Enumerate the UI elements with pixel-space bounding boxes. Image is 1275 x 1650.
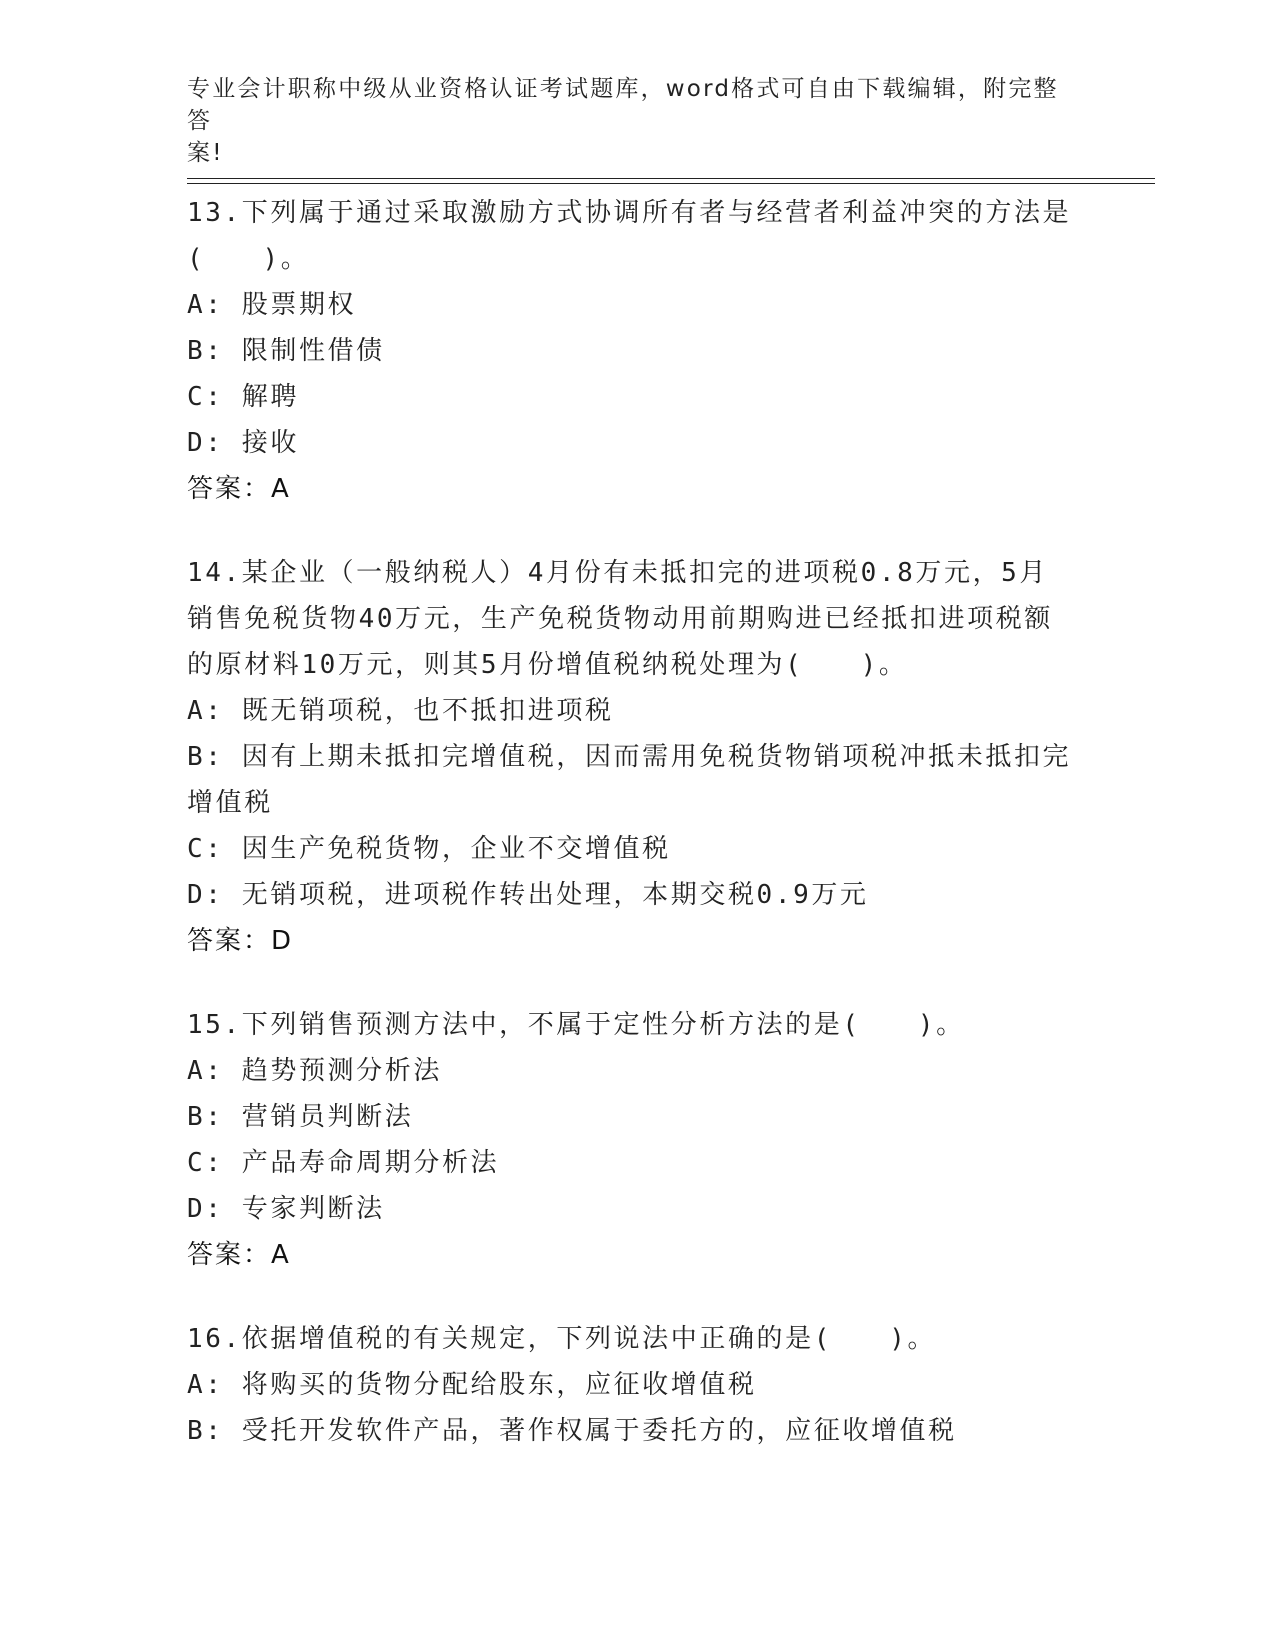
option-a: A: 股票期权 (187, 290, 357, 320)
document-header (187, 73, 1067, 169)
question-stem: ( )。 (187, 244, 310, 274)
answer: 答案：D (187, 926, 294, 956)
option-c: C: 解聘 (187, 382, 299, 412)
answer: 答案：A (187, 1240, 291, 1270)
question-stem: 销售免税货物40万元，生产免税货物动用前期购进已经抵扣进项税额 (187, 604, 1053, 634)
header-line-1: 专业会计职称中级从业资格认证考试题库，word格式可自由下载编辑，附完整答 (187, 76, 1059, 134)
option-b-continued: 增值税 (187, 788, 273, 818)
option-a: A: 趋势预测分析法 (187, 1056, 442, 1086)
option-b: B: 限制性借债 (187, 336, 385, 366)
option-c: C: 产品寿命周期分析法 (187, 1148, 500, 1178)
question-list (187, 190, 1087, 1492)
option-c: C: 因生产免税货物，企业不交增值税 (187, 834, 671, 864)
question-13 (187, 190, 1087, 512)
question-stem: 14.某企业（一般纳税人）4月份有未抵扣完的进项税0.8万元，5月 (187, 558, 1049, 588)
question-stem: 的原材料10万元，则其5月份增值税纳税处理为( )。 (187, 650, 908, 680)
question-stem: 15.下列销售预测方法中，不属于定性分析方法的是( )。 (187, 1010, 965, 1040)
option-b: B: 受托开发软件产品，著作权属于委托方的，应征收增值税 (187, 1416, 957, 1446)
option-d: D: 无销项税，进项税作转出处理，本期交税0.9万元 (187, 880, 869, 910)
option-b: B: 营销员判断法 (187, 1102, 414, 1132)
question-15 (187, 1002, 1087, 1278)
option-b: B: 因有上期未抵扣完增值税，因而需用免税货物销项税冲抵未抵扣完 (187, 742, 1072, 772)
header-rule-bottom (187, 183, 1155, 184)
header-line-2: 案! (187, 140, 224, 166)
header-rule-top (187, 178, 1155, 179)
option-d: D: 接收 (187, 428, 299, 458)
option-a: A: 将购买的货物分配给股东，应征收增值税 (187, 1370, 757, 1400)
option-a: A: 既无销项税，也不抵扣进项税 (187, 696, 614, 726)
question-16 (187, 1316, 1087, 1454)
question-stem: 16.依据增值税的有关规定，下列说法中正确的是( )。 (187, 1324, 937, 1354)
question-stem: 13.下列属于通过采取激励方式协调所有者与经营者利益冲突的方法是 (187, 198, 1072, 228)
option-d: D: 专家判断法 (187, 1194, 385, 1224)
answer: 答案：A (187, 474, 291, 504)
question-14 (187, 550, 1087, 964)
